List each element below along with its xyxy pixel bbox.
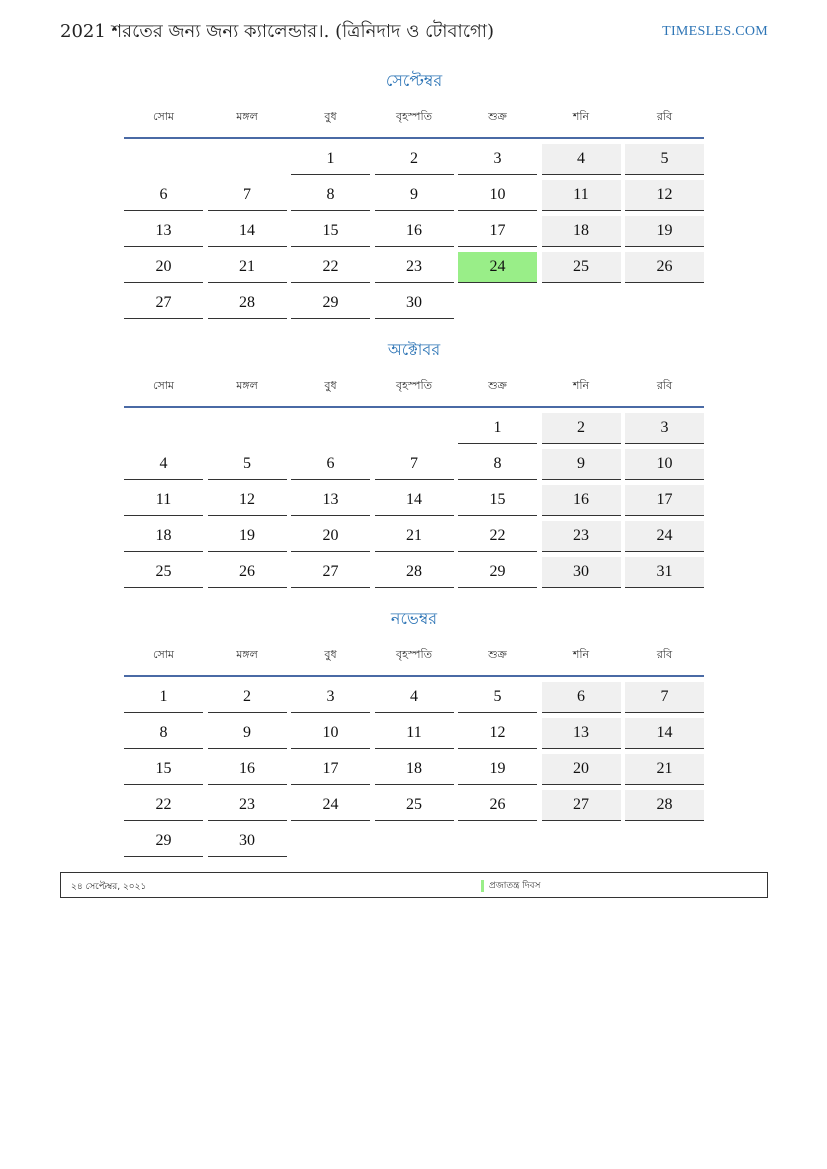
day-cell: 17 [625,485,704,516]
day-cell: 4 [542,144,621,175]
weekday-header [124,371,704,401]
day-cell: 14 [625,718,704,749]
day-cell: 2 [375,144,454,175]
day-cell: 16 [542,485,621,516]
day-cell: 26 [458,790,537,821]
holiday-legend [60,872,768,898]
day-cell: 21 [625,754,704,785]
day-cell: 30 [208,826,287,857]
day-cell: 13 [124,216,203,247]
day-cell: 24 [625,521,704,552]
header-divider [124,675,704,677]
day-cell: 4 [124,449,203,480]
weekday-label: রবি [656,109,673,123]
weekday-label: বৃহস্পতি [396,647,432,661]
day-cell: 6 [542,682,621,713]
day-cell: 18 [375,754,454,785]
day-cell: 24 [291,790,370,821]
weekday-label: বুধ [324,647,337,661]
legend-label: প্রজাতন্ত্র দিবস [489,881,541,891]
weekday-label: বৃহস্পতি [396,378,432,392]
day-cell: 29 [458,557,537,588]
weekday-label: শনি [572,378,590,392]
day-cell: 22 [291,252,370,283]
weekday-label: মঙ্গল [236,647,258,661]
weekday-label: শনি [572,647,590,661]
weekday-label: মঙ্গল [236,378,258,392]
day-cell: 8 [124,718,203,749]
day-cell: 8 [458,449,537,480]
day-cell: 26 [208,557,287,588]
day-cell: 23 [542,521,621,552]
day-cell: 7 [625,682,704,713]
day-cell: 5 [625,144,704,175]
day-cell: 5 [458,682,537,713]
day-cell: 1 [458,413,537,444]
legend-swatch [481,880,484,892]
day-cell: 21 [375,521,454,552]
day-cell: 21 [208,252,287,283]
month-september [124,68,704,319]
day-grid [124,144,704,319]
empty-cell [208,144,287,174]
weekday-label: শুক্র [488,109,507,123]
day-cell: 11 [542,180,621,211]
day-cell: 2 [208,682,287,713]
day-cell: 9 [542,449,621,480]
weekday-header [124,102,704,132]
day-cell: 27 [124,288,203,319]
day-cell: 12 [458,718,537,749]
day-cell: 9 [208,718,287,749]
day-cell: 1 [124,682,203,713]
weekday-label: সোম [152,109,175,123]
weekday-label: রবি [656,647,673,661]
empty-cell [124,144,203,174]
site-link[interactable]: TIMESLES.COM [662,24,768,39]
weekday-label: সোম [152,378,175,392]
legend-date: ২৪ সেপ্টেম্বর, ২০২১ [71,882,147,892]
weekday-label: রবি [656,378,673,392]
day-cell: 6 [291,449,370,480]
day-cell: 27 [291,557,370,588]
day-cell: 18 [124,521,203,552]
day-cell: 15 [458,485,537,516]
day-cell: 10 [291,718,370,749]
day-cell: 7 [375,449,454,480]
day-grid [124,413,704,588]
day-cell: 20 [291,521,370,552]
day-cell: 27 [542,790,621,821]
header-divider [124,137,704,139]
day-cell: 14 [375,485,454,516]
day-cell: 16 [208,754,287,785]
weekday-label: শুক্র [488,378,507,392]
month-title: অক্টোবর [387,340,441,359]
day-cell: 15 [124,754,203,785]
day-cell: 20 [542,754,621,785]
header-divider [124,406,704,408]
day-cell: 29 [291,288,370,319]
day-cell: 17 [458,216,537,247]
empty-cell [375,413,454,443]
day-cell: 17 [291,754,370,785]
day-cell: 25 [542,252,621,283]
day-cell: 15 [291,216,370,247]
day-cell: 8 [291,180,370,211]
day-cell: 30 [542,557,621,588]
day-cell: 19 [625,216,704,247]
legend-item [481,878,541,893]
day-cell: 3 [291,682,370,713]
weekday-header [124,640,704,670]
day-cell: 19 [458,754,537,785]
day-cell: 20 [124,252,203,283]
empty-cell [208,413,287,443]
page-title: 2021 শরতের জন্য জন্য ক্যালেন্ডার।. (ত্রিনিদাদ ও টোবাগো) [60,20,495,42]
day-grid [124,682,704,857]
day-cell: 28 [208,288,287,319]
day-cell: 10 [458,180,537,211]
day-cell: 22 [124,790,203,821]
day-cell: 23 [208,790,287,821]
day-cell: 23 [375,252,454,283]
weekday-label: বুধ [324,109,337,123]
day-cell: 13 [542,718,621,749]
weekday-label: শুক্র [488,647,507,661]
empty-cell [291,413,370,443]
day-cell: 16 [375,216,454,247]
month-november [124,606,704,857]
day-cell: 25 [124,557,203,588]
day-cell: 4 [375,682,454,713]
day-cell: 28 [625,790,704,821]
day-cell: 31 [625,557,704,588]
day-cell: 25 [375,790,454,821]
day-cell: 3 [625,413,704,444]
day-cell: 18 [542,216,621,247]
day-cell: 11 [375,718,454,749]
weekday-label: সোম [152,647,175,661]
weekday-label: মঙ্গল [236,109,258,123]
month-title: নভেম্বর [390,609,438,628]
day-cell: 3 [458,144,537,175]
day-cell: 1 [291,144,370,175]
day-cell: 26 [625,252,704,283]
day-cell: 30 [375,288,454,319]
day-cell: 28 [375,557,454,588]
weekday-label: বৃহস্পতি [396,109,432,123]
weekday-label: শনি [572,109,590,123]
weekday-label: বুধ [324,378,337,392]
empty-cell [124,413,203,443]
holiday-day-cell: 24 [458,252,537,283]
day-cell: 5 [208,449,287,480]
day-cell: 14 [208,216,287,247]
day-cell: 22 [458,521,537,552]
day-cell: 6 [124,180,203,211]
month-october [124,337,704,588]
month-title: সেপ্টেম্বর [385,71,443,90]
day-cell: 7 [208,180,287,211]
page-header [60,18,768,46]
day-cell: 10 [625,449,704,480]
day-cell: 13 [291,485,370,516]
day-cell: 12 [625,180,704,211]
day-cell: 19 [208,521,287,552]
day-cell: 12 [208,485,287,516]
day-cell: 11 [124,485,203,516]
day-cell: 29 [124,826,203,857]
day-cell: 9 [375,180,454,211]
day-cell: 2 [542,413,621,444]
